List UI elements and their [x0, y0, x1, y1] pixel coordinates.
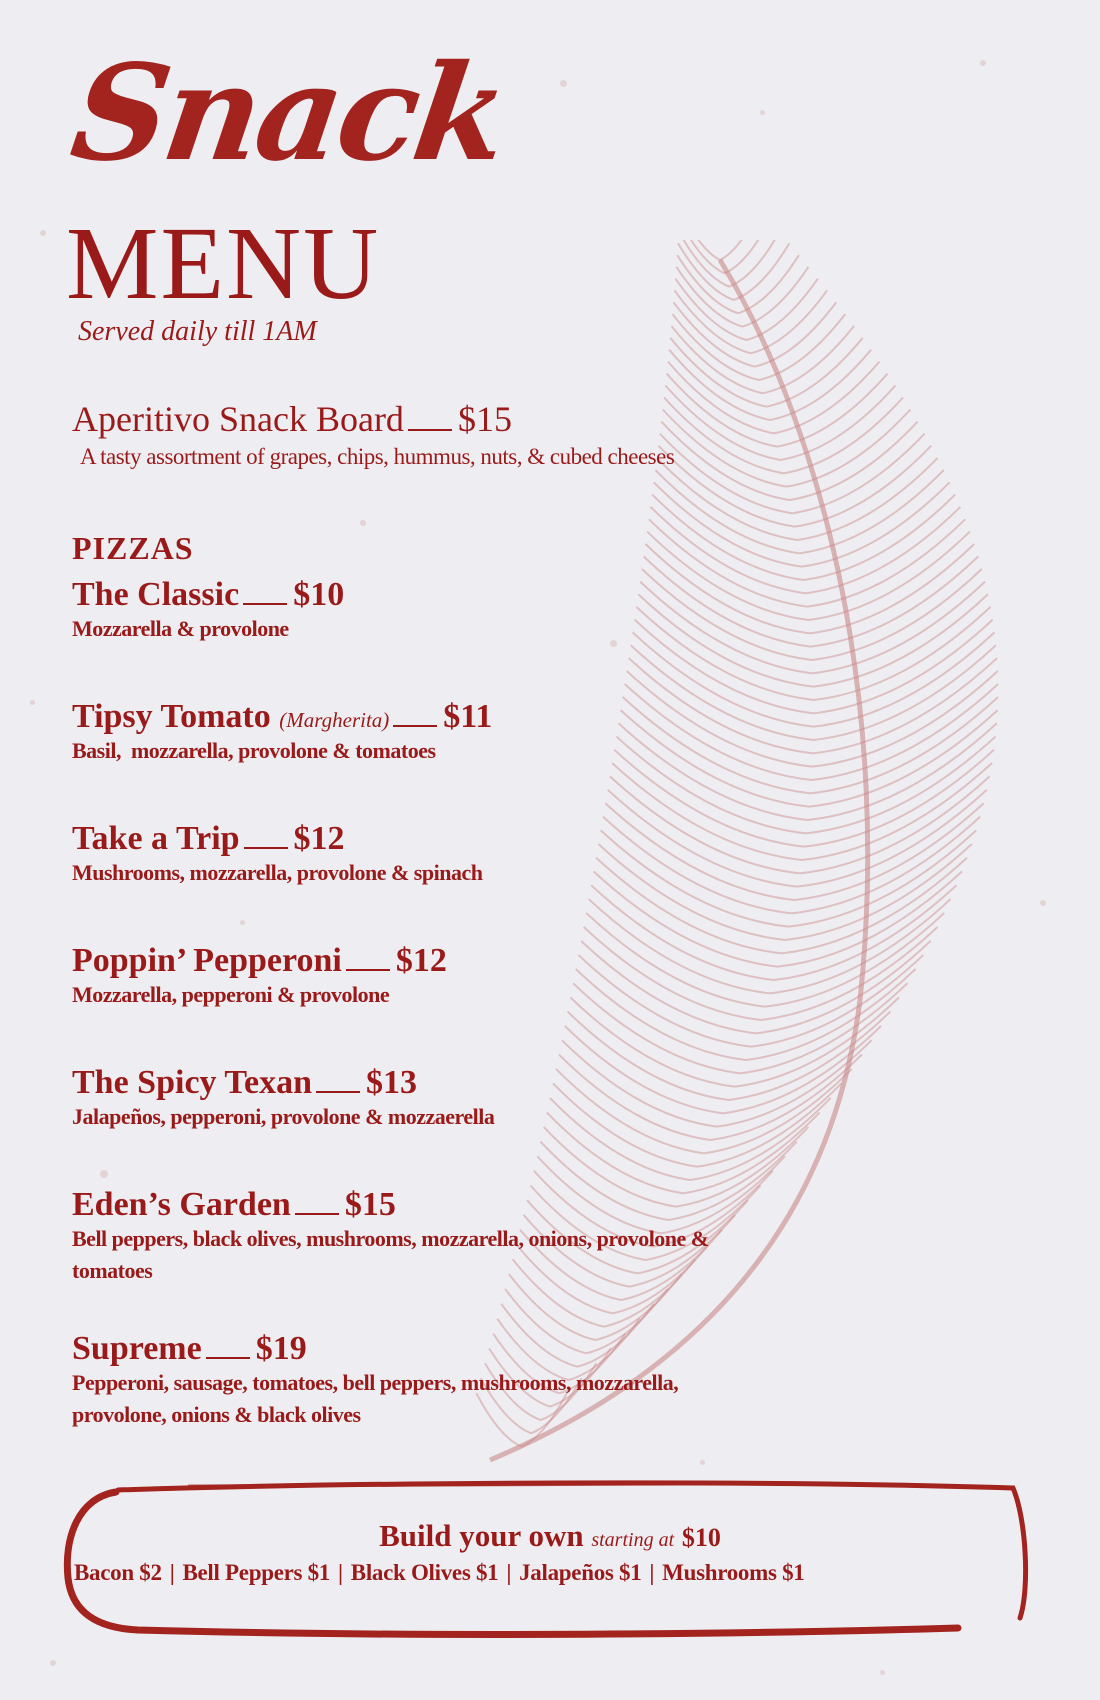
feather-barb: [723, 1026, 881, 1113]
feather-barb: [755, 302, 836, 366]
item-price: $12: [293, 820, 345, 857]
paper-speckle: [880, 1670, 885, 1675]
paper-speckle: [760, 110, 765, 115]
feather-barb: [763, 326, 854, 393]
section-heading: PIZZAS: [72, 530, 194, 566]
item-title: [72, 1064, 494, 1101]
item-name: Supreme: [72, 1330, 202, 1367]
tagline: Served daily till 1AM: [78, 316, 317, 347]
menu-item-poppin-pepperoni: [72, 942, 447, 1011]
paper-speckle: [240, 920, 245, 925]
feather-barb: [547, 1112, 683, 1193]
leader-line: [295, 1213, 339, 1215]
item-description-line-2: provolone, onions & black olives: [72, 1402, 361, 1428]
menu-item-take-a-trip: [72, 820, 482, 889]
paper-speckle: [100, 1170, 108, 1178]
item-price: $15: [344, 1186, 396, 1223]
paper-speckle: [30, 700, 35, 705]
topping-bacon: Bacon $2: [74, 1560, 162, 1585]
leader-line: [346, 969, 390, 971]
item-title: [72, 1330, 678, 1367]
script-title: Snack: [63, 36, 514, 191]
feather-barb: [812, 671, 998, 767]
item-description: Mozzarella & provolone: [72, 616, 289, 642]
menu-item-tipsy-tomato: [72, 698, 492, 767]
menu-item-edens-garden: [72, 1186, 709, 1287]
item-name: Poppin’ Pepperoni: [72, 942, 342, 979]
feather-barb: [813, 658, 997, 753]
feather-barb: [570, 997, 734, 1086]
feather-barb: [573, 983, 740, 1073]
item-price: $19: [255, 1330, 307, 1367]
item-name: Aperitivo Snack Board: [72, 399, 404, 439]
item-name: The Classic: [72, 576, 240, 613]
separator: |: [649, 1560, 655, 1585]
feather-barb: [581, 941, 756, 1033]
leader-line: [243, 603, 287, 605]
feather-barb: [717, 1040, 872, 1126]
item-price: $12: [395, 942, 447, 979]
item-title: [72, 400, 674, 440]
feather-barb: [734, 243, 790, 300]
build-your-own-title: [0, 1518, 1100, 1554]
item-description-line-1: Bell peppers, black olives, mushrooms, mozzarella, onions, provolone &: [72, 1226, 709, 1252]
leader-line: [408, 429, 452, 431]
leader-line: [244, 847, 288, 849]
item-price: $15: [457, 399, 512, 439]
board-item: [72, 400, 674, 473]
item-title: [72, 942, 447, 979]
menu-title: MENU: [66, 206, 381, 321]
feather-barb: [735, 997, 899, 1086]
menu-item-supreme: [72, 1330, 678, 1431]
menu-item-spicy-texan: [72, 1064, 494, 1133]
leader-line: [206, 1357, 250, 1359]
paper-speckle: [360, 520, 366, 526]
item-price: $11: [443, 698, 493, 735]
item-name: Take a Trip: [72, 820, 240, 857]
paper-speckle: [980, 60, 986, 66]
item-note: (Margherita): [279, 708, 390, 732]
item-title: [72, 698, 492, 735]
feather-barb: [720, 240, 760, 260]
byo-note: starting at: [591, 1529, 675, 1551]
feather-barb: [729, 1012, 890, 1100]
topping-bell-peppers: Bell Peppers $1: [182, 1560, 331, 1585]
item-title: [72, 576, 344, 613]
toppings-list: [74, 1560, 1034, 1586]
item-price: $10: [293, 576, 345, 613]
byo-heading: Build your own: [379, 1518, 584, 1553]
topping-jalapenos: Jalapeños $1: [519, 1560, 642, 1585]
topping-black-olives: Black Olives $1: [350, 1560, 499, 1585]
item-description: Jalapeños, pepperoni, provolone & mozzaerella: [72, 1104, 495, 1130]
item-description-line-2: tomatoes: [72, 1258, 153, 1284]
item-description: Basil, mozzarella, provolone & tomatoes: [72, 738, 436, 764]
paper-speckle: [560, 80, 567, 87]
item-name: Eden’s Garden: [72, 1186, 291, 1223]
separator: |: [506, 1560, 512, 1585]
topping-mushrooms: Mushrooms $1: [662, 1560, 805, 1585]
item-title: [72, 820, 482, 857]
item-description-line-1: Pepperoni, sausage, tomatoes, bell peppers, mushrooms, mozzarella,: [72, 1370, 679, 1396]
paper-speckle: [40, 230, 46, 236]
leader-line: [316, 1091, 360, 1093]
item-description: A tasty assortment of grapes, chips, hummus, nuts, & cubed cheeses: [80, 443, 675, 469]
item-price: $13: [365, 1064, 417, 1101]
item-name: The Spicy Texan: [72, 1064, 312, 1101]
brush-frame: [58, 1478, 1033, 1638]
byo-price: $10: [681, 1523, 721, 1552]
separator: |: [169, 1560, 175, 1585]
menu-item-the-classic: [72, 576, 344, 645]
separator: |: [338, 1560, 343, 1585]
paper-speckle: [50, 1660, 56, 1666]
item-description: Mozzarella, pepperoni & provolone: [72, 982, 390, 1008]
feather-barb: [704, 1069, 852, 1153]
item-name: Tipsy Tomato: [72, 698, 271, 735]
leader-line: [393, 725, 437, 727]
item-title: [72, 1186, 709, 1223]
item-description: Mushrooms, mozzarella, provolone & spinach: [72, 860, 483, 886]
